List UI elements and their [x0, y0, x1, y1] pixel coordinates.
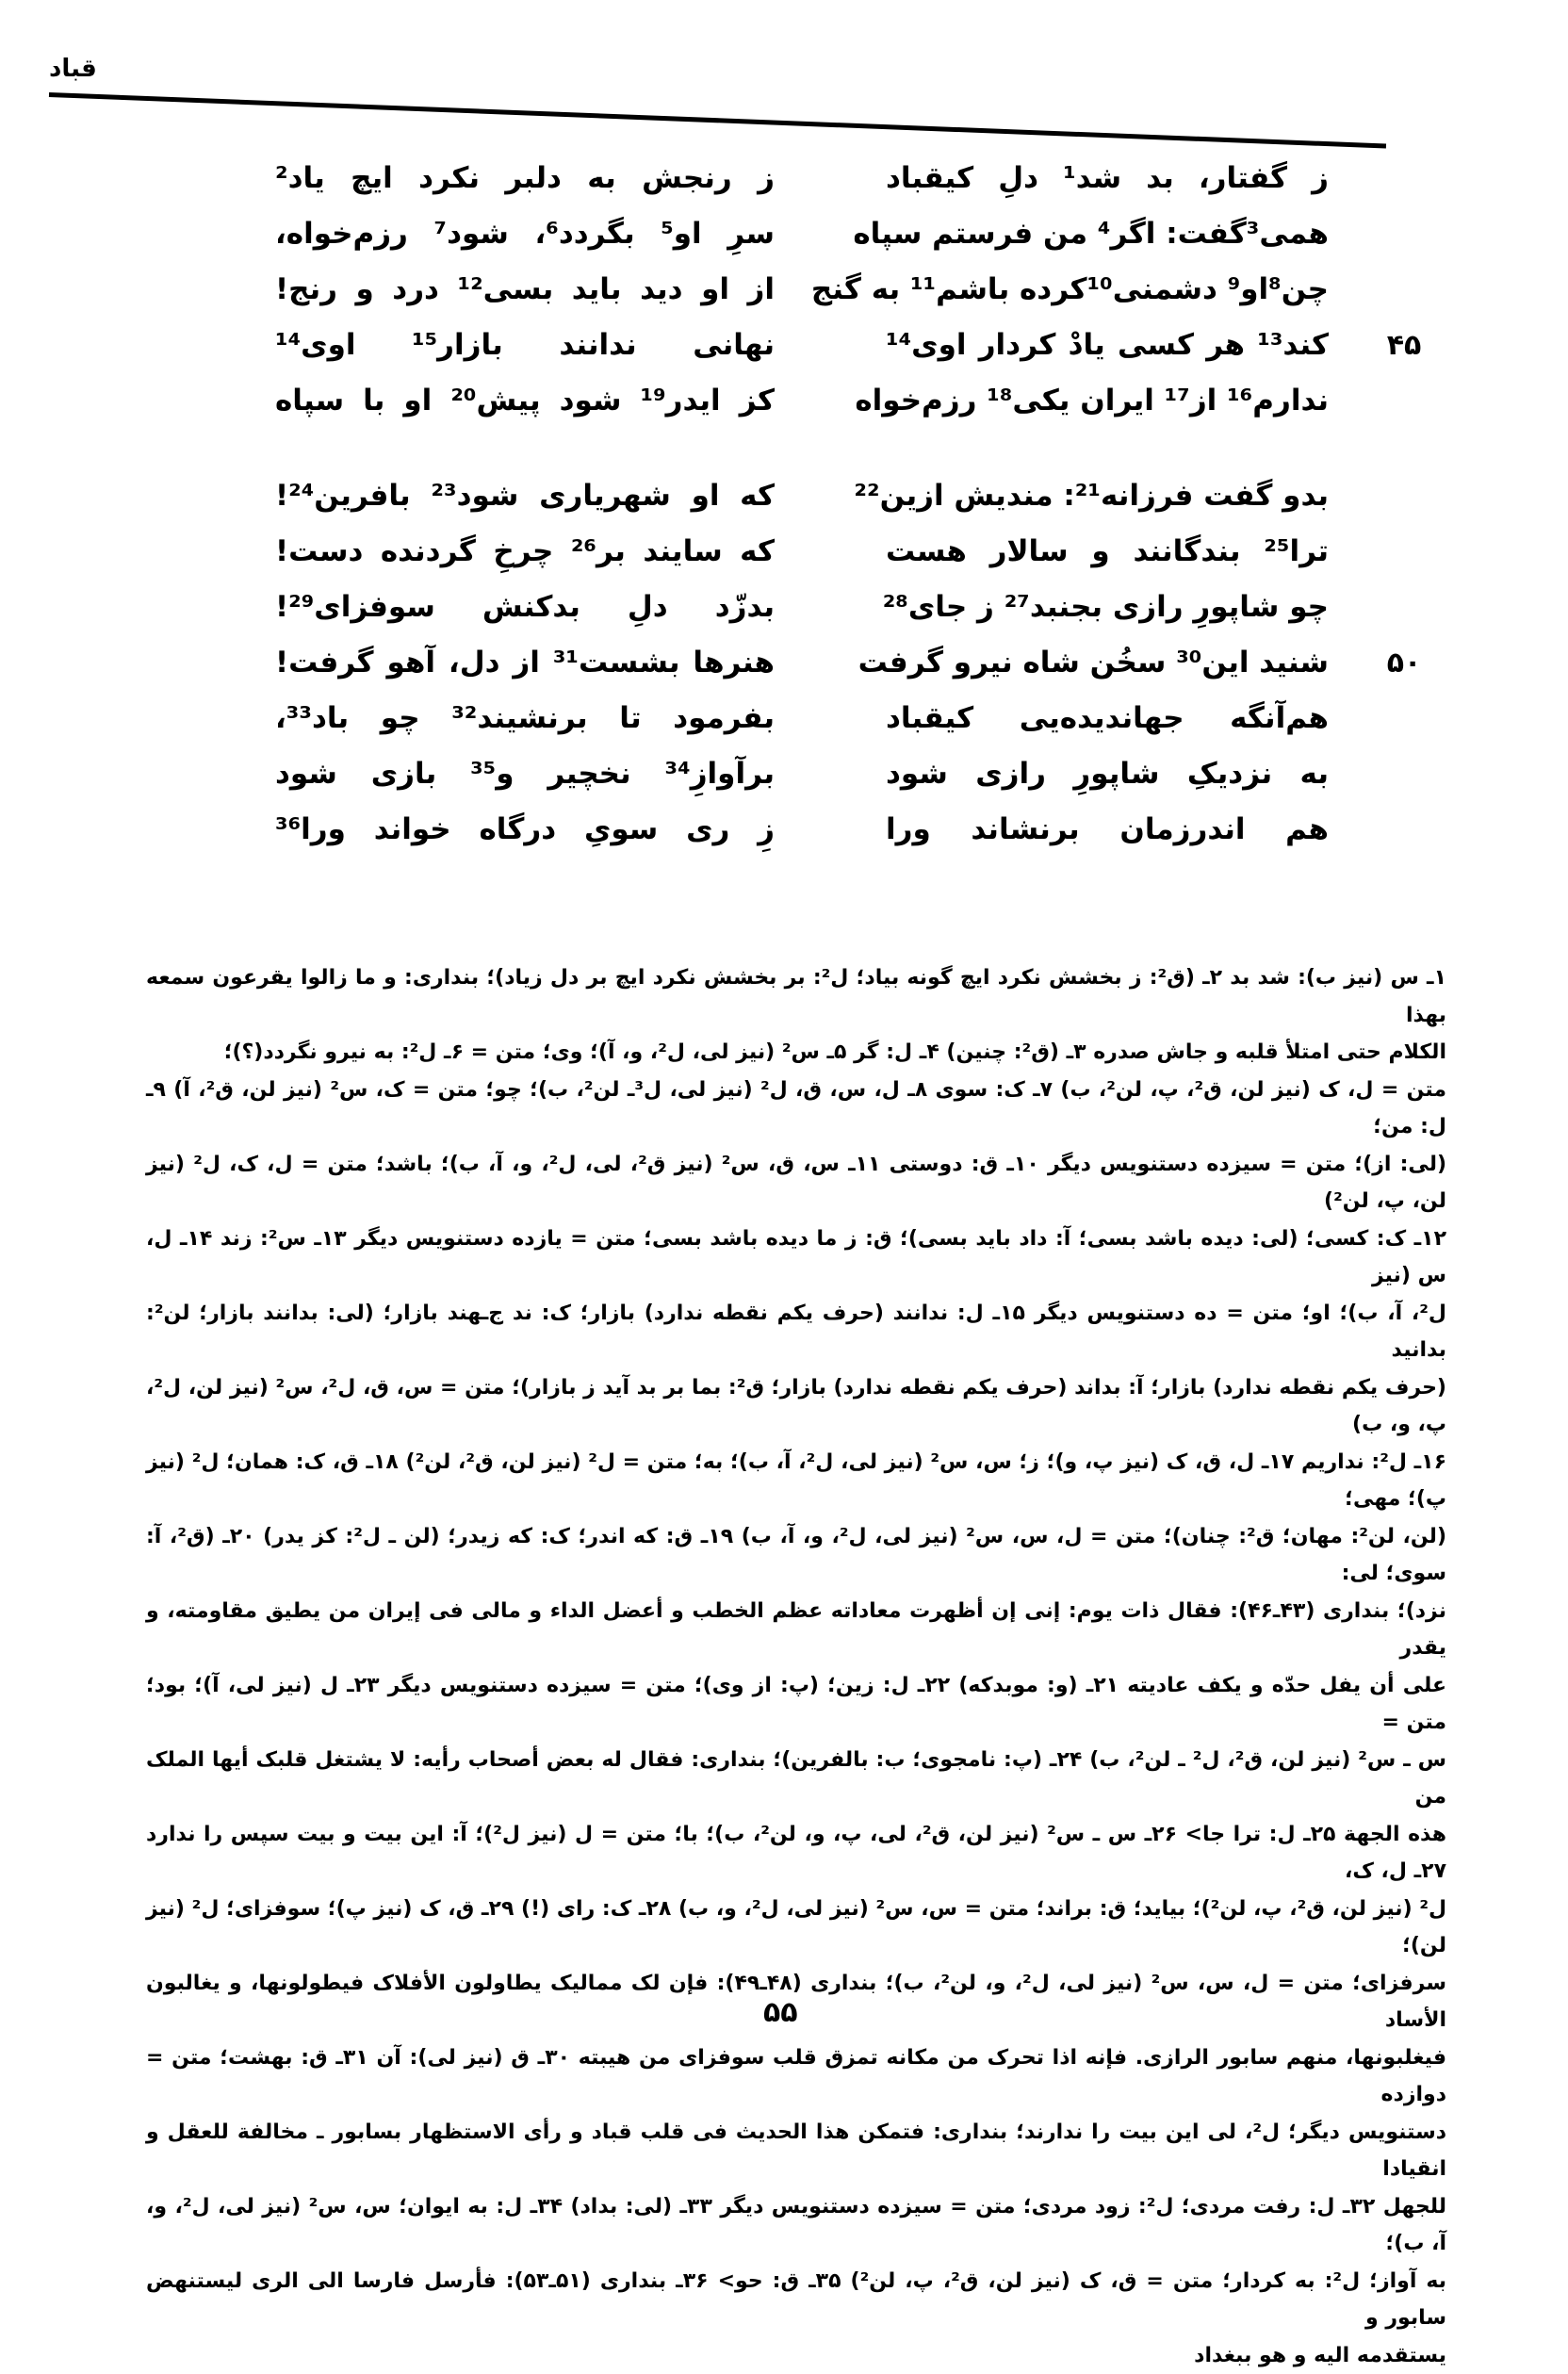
couplet — [245, 691, 1423, 746]
hemistich-first: شنید این³⁰ سخُن شاه نیرو گرفت — [886, 635, 1329, 691]
couplet — [245, 151, 1423, 206]
hemistich-first: ز گفتار، بد شد¹ دلِ کیقباد — [886, 151, 1329, 206]
hemistich-first: بدو گفت فرزانه²¹: مندیش ازین²² — [886, 468, 1329, 524]
hemistich-first: هم‌آنگه جهاندیده‌یی کیقباد — [886, 691, 1329, 746]
footnote-line: الکلام حتی امتلأ قلبه و جاش صدره ۳ـ (ق²: چنین) ۴ـ ل: گر ۵ـ س² (نیز لی، ل²، و، آ)؛ وی؛ متن = ۶ـ ل²: به نیرو نگردد(؟)؛ — [146, 1034, 1446, 1072]
header-rule — [49, 92, 1386, 149]
footnote-line: للجهل ۳۲ـ ل: رفت مردی؛ ل²: زود مردی؛ متن = سیزده دستنویس دیگر ۳۳ـ (لی: بداد) ۳۴ـ ل: به ایوان؛ س، س² (نیز لی، ل²، و، آ، ب)؛ — [146, 2188, 1446, 2263]
footnote-line: (لی: از)؛ متن = سیزده دستنویس دیگر ۱۰ـ ق: دوستی ۱۱ـ س، ق، س² (نیز ق²، لی، ل²، و، آ، ب)؛ باشد؛ متن = ل، ک، ل² (نیز لن، پ، لن²) — [146, 1146, 1446, 1220]
footnote-line: فیغلبونها، منهم سابور الرازی. فإنه اذا تحرک من مکانه تمزق قلب سوفزای من هیبته ۳۰ـ ق (نیز لی): آن ۳۱ـ ق: بهشت؛ متن = دوازده — [146, 2039, 1446, 2114]
footnote-line: (لن، لن²: مهان؛ ق²: چنان)؛ متن = ل، س، س² (نیز لی، ل²، و، آ، ب) ۱۹ـ ق: که اندر؛ ک: که زیدر؛ (لن ـ ل²: کز یدر) ۲۰ـ (ق²، آ: سوی؛ لی: — [146, 1518, 1446, 1593]
footnote-line: سرفزای؛ متن = ل، س، س² (نیز لی، ل²، و، لن²، ب)؛ بنداری (۴۸ـ۴۹): فإن لک ممالیک یطاولون الأفلاک فیطولونها، و یغالبون الأساد — [146, 1965, 1446, 2039]
hemistich-first: ترا²⁵ بندگانند و سالار هست — [886, 524, 1329, 580]
couplet — [245, 318, 1423, 373]
footnote-line: ۱۲ـ ک: کسی؛ (لی: دیده باشد بسی؛ آ: داد باید بسی)؛ ق: ز ما دیده باشد بسی؛ متن = یازده دستنویس دیگر ۱۳ـ س²: زند ۱۴ـ ل، س (نیز — [146, 1220, 1446, 1295]
hemistich-second: سرِ او⁵ بگردد⁶، شود⁷ رزم‌خواه، — [275, 206, 775, 262]
hemistich-second: بفرمود تا برنشیند³² چو باد³³، — [275, 691, 775, 746]
footnote-apparatus — [146, 959, 1446, 2374]
couplet — [245, 206, 1423, 262]
footnote-line: علی أن یفل حدّه و یکف عادیته ۲۱ـ (و: موبدکه) ۲۲ـ ل: زین؛ (پ: از وی)؛ متن = سیزده دستنویس دیگر ۲۳ـ ل (نیز لی، آ)؛ بود؛ متن = — [146, 1667, 1446, 1742]
footnote-line: هذه الجهة ۲۵ـ ل: ترا جا> ۲۶ـ س ـ س² (نیز لن، ق²، لی، پ، و، لن²، ب)؛ با؛ متن = ل (نیز ل²)؛ آ: این بیت و بیت سپس را ندارد ۲۷ـ ل، ک، — [146, 1816, 1446, 1891]
couplet — [245, 262, 1423, 318]
hemistich-first: چن⁸او⁹ دشمنی¹⁰کرده باشم¹¹ به گنج — [886, 262, 1329, 318]
line-number: ۴۵ — [1376, 329, 1432, 362]
hemistich-second: نهانی ندانند بازار¹⁵ اوی¹⁴ — [275, 318, 775, 373]
footnote-line: نزد)؛ بنداری (۴۳ـ۴۶): فقال ذات یوم: إنی إن أظهرت معاداته عظم الخطب و أعضل الداء و مالی فی إیران من یطیق مقاومته، و یقدر — [146, 1593, 1446, 1667]
hemistich-second: هنرها بشست³¹ از دل، آهو گرفت! — [275, 635, 775, 691]
footnote-line: دستنویس دیگر؛ ل²، لی این بیت را ندارند؛ بنداری: فتمکن هذا الحدیث فی قلب قباد و رأی الاستظهار بسابور ـ مخالفة للعقل و انقیادا — [146, 2114, 1446, 2188]
hemistich-first: همی³گفت: اگر⁴ من فرستم سپاه — [886, 206, 1329, 262]
stanza — [245, 468, 1423, 858]
couplet — [245, 468, 1423, 524]
footnote-line: ل² (نیز لن، ق²، پ، لن²)؛ بیاید؛ ق: براند؛ متن = س، س² (نیز لی، ل²، و، ب) ۲۸ـ ک: رای (!) ۲۹ـ ق، ک (نیز پ)؛ سوفزای؛ ل² (نیز لن)؛ — [146, 1891, 1446, 1965]
running-title: قباد — [49, 55, 97, 83]
footnote-line: یستقدمه الیه و هو ببغداد — [146, 2337, 1446, 2374]
hemistich-second: از او دید باید بسی¹² درد و رنج! — [275, 262, 775, 318]
hemistich-first: چو شاپورِ رازی بجنبد²⁷ ز جای²⁸ — [886, 580, 1329, 635]
footnote-line: (حرف یکم نقطه ندارد) بازار؛ آ: بداند (حرف یکم نقطه ندارد) بازار؛ ق²: بما بر بد آید ز بازار)؛ متن = س، ق، ل²، س² (نیز لن، ل²، پ، و، ب) — [146, 1369, 1446, 1444]
line-number: ۵۰ — [1376, 647, 1432, 679]
hemistich-first: ندارم¹⁶ از¹⁷ ایران یکی¹⁸ رزم‌خواه — [886, 373, 1329, 429]
hemistich-second: ز رنجش به دلبر نکرد ایچ یاد² — [275, 151, 775, 206]
hemistich-first: هم اندرزمان برنشاند ورا — [886, 802, 1329, 858]
hemistich-second: زِ ری سویِ درگاه خواند ورا³⁶ — [275, 802, 775, 858]
footnote-line: ل²، آ، ب)؛ او؛ متن = ده دستنویس دیگر ۱۵ـ ل: ندانند (حرف یکم نقطه ندارد) بازار؛ ک: ند ج‌ـهند بازار؛ (لی: بدانند بازار؛ لن²: بدانید — [146, 1295, 1446, 1369]
hemistich-first: کند¹³ هر کسی یادْ کردار اوی¹⁴ — [886, 318, 1329, 373]
footnote-line: ۱۶ـ ل²: نداریم ۱۷ـ ل، ق، ک (نیز پ، و)؛ ز؛ س، س² (نیز لی، ل²، آ، ب)؛ به؛ متن = ل² (نیز لن، ق²، لن²) ۱۸ـ ق، ک: همان؛ ل² (نیز پ)؛ مهی؛ — [146, 1444, 1446, 1518]
hemistich-second: که سایند بر²⁶ چرخِ گردنده دست! — [275, 524, 775, 580]
hemistich-first: به نزدیکِ شاپورِ رازی شود — [886, 746, 1329, 802]
footnote-line: به آواز؛ ل²: به کردار؛ متن = ق، ک (نیز لن، ق²، پ، لن²) ۳۵ـ ق: حو> ۳۶ـ بنداری (۵۱ـ۵۳): فأرسل فارسا الی الری لیستنهض سابور و — [146, 2263, 1446, 2337]
couplet — [245, 580, 1423, 635]
stanza — [245, 151, 1423, 429]
couplet — [245, 373, 1423, 429]
couplet — [245, 635, 1423, 691]
hemistich-second: بدزّد دلِ بدکنش سوفزای²⁹! — [275, 580, 775, 635]
footnote-line: ۱ـ س (نیز ب): شد بد ۲ـ (ق²: ز بخشش نکرد ایچ گونه بیاد؛ ل²: بر بخشش نکرد ایچ بر دل زیاد)؛ بنداری: و ما زالوا یقرعون سمعه بهذا — [146, 959, 1446, 1034]
hemistich-second: کز ایدر¹⁹ شود پیش²⁰ او با سپاه — [275, 373, 775, 429]
hemistich-second: که او شهریاری شود²³ بافرین²⁴! — [275, 468, 775, 524]
page-number: ۵۵ — [763, 1996, 798, 2029]
verse-block — [245, 151, 1423, 897]
couplet — [245, 746, 1423, 802]
hemistich-second: برآوازِ³⁴ نخچیر و³⁵ بازی شود — [275, 746, 775, 802]
footnote-line: متن = ل، ک (نیز لن، ق²، پ، لن²، ب) ۷ـ ک: سوی ۸ـ ل، س، ق، ل² (نیز لی، ل³ـ لن²، ب)؛ چو؛ متن = ک، س² (نیز لن، ق²، آ) ۹ـ ل: من؛ — [146, 1072, 1446, 1146]
footnote-line: س ـ س² (نیز لن، ق²، ل² ـ لن²، ب) ۲۴ـ (پ: نامجوی؛ ب: بالفرین)؛ بنداری: فقال له بعض أصحاب رأیه: لا یشتغل قلبک أیها الملک من — [146, 1742, 1446, 1816]
couplet — [245, 802, 1423, 858]
couplet — [245, 524, 1423, 580]
